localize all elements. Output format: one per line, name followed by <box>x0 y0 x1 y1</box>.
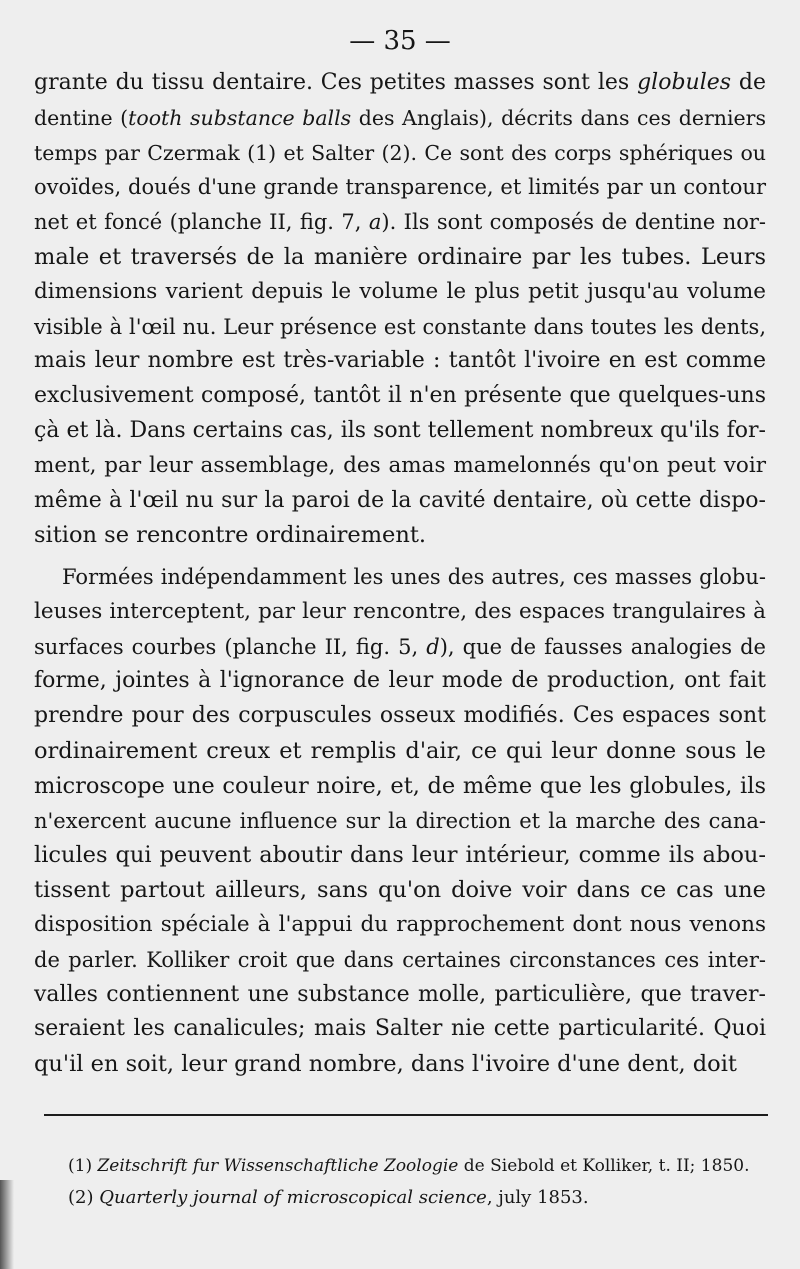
line-text: seraient les canalicules; mais Salter nie cette particularité. Quoi <box>34 1016 766 1042</box>
line-text: exclusivement composé, tantôt il n'en présente que quelques-uns <box>34 383 766 409</box>
text-line <box>34 1012 766 1047</box>
line-text: Formées indépendamment les unes des autres, ces masses globu- <box>62 565 766 589</box>
line-text: ment, par leur assemblage, des amas mamelonnés qu'on peut voir <box>34 452 766 478</box>
text-line <box>34 414 766 449</box>
line-text-continued: ), que de fausses analogies de <box>439 634 766 659</box>
page-number: — 35 — <box>349 26 451 56</box>
paragraph-2 <box>34 560 766 1082</box>
text-line <box>34 205 766 240</box>
footnote-2 <box>68 1182 768 1214</box>
footnote-1 <box>68 1150 768 1182</box>
line-text: tissent partout ailleurs, sans qu'on doive voir dans ce cas une <box>34 877 766 904</box>
italic-text: a <box>368 210 382 235</box>
text-line <box>34 1047 766 1082</box>
italic-text: globules <box>637 70 732 95</box>
line-text-continued: de <box>731 70 766 95</box>
text-line <box>34 560 766 595</box>
text-line <box>34 449 766 484</box>
text-line <box>34 379 766 414</box>
text-line <box>34 595 766 630</box>
line-text: visible à l'œil nu. Leur présence est constante dans toutes les dents, <box>34 314 766 339</box>
line-text-continued: des Anglais), décrits dans ces derniers <box>351 105 766 130</box>
line-text: forme, jointes à l'ignorance de leur mode de production, ont fait <box>34 668 766 694</box>
line-text: licules qui peuvent aboutir dans leur intérieur, comme ils abou- <box>34 842 766 869</box>
text-line <box>34 664 766 699</box>
line-text: même à l'œil nu sur la paroi de la cavité dentaire, où cette dispo- <box>34 487 766 513</box>
line-text: dimensions varient depuis le volume le plus petit jusqu'au volume <box>34 278 766 304</box>
page-edge-shadow <box>0 1180 14 1269</box>
line-text: mais leur nombre est très-variable : tantôt l'ivoire en est comme <box>34 348 766 374</box>
footnote-separator <box>44 1114 768 1116</box>
line-text-continued: ). Ils sont composés de dentine nor- <box>381 210 767 235</box>
text-line <box>34 873 766 908</box>
text-line <box>34 170 766 205</box>
text-line <box>34 240 766 275</box>
line-text: net et foncé (planche II, fig. 7, <box>34 210 369 235</box>
line-text: dentine ( <box>34 105 129 130</box>
text-line <box>34 908 766 943</box>
text-line <box>34 484 766 519</box>
text-line <box>34 101 766 136</box>
text-line <box>34 769 766 804</box>
line-text: qu'il en soit, leur grand nombre, dans l'ivoire d'une dent, doit <box>34 1051 737 1078</box>
line-text: prendre pour des corpuscules osseux modifiés. Ces espaces sont <box>34 703 766 729</box>
line-text: n'exercent aucune influence sur la direction et la marche des cana- <box>34 808 766 833</box>
italic-text: tooth substance balls <box>128 105 352 130</box>
text-line <box>34 943 766 978</box>
text-line <box>34 136 766 171</box>
footnotes <box>68 1150 768 1214</box>
text-line <box>34 275 766 310</box>
line-text: male et traversés de la manière ordinaire par les tubes. Leurs <box>34 243 766 270</box>
line-text: sition se rencontre ordinairement. <box>34 522 427 549</box>
line-text: grante du tissu dentaire. Ces petites masses sont les <box>34 70 638 95</box>
line-text: leuses interceptent, par leur rencontre, des espaces trangulaires à <box>34 598 766 624</box>
footnote-title: Quarterly journal of microscopical science <box>99 1187 487 1208</box>
footnote-marker: (2) <box>68 1187 100 1208</box>
line-text: temps par Czermak (1) et Salter (2). Ce sont des corps sphériques ou <box>34 140 766 165</box>
text-line <box>34 66 766 101</box>
line-text: çà et là. Dans certains cas, ils sont tellement nombreux qu'ils for- <box>34 417 766 443</box>
text-line <box>34 804 766 839</box>
line-text: disposition spéciale à l'appui du rapprochement dont nous venons <box>34 911 766 937</box>
text-line <box>34 630 766 665</box>
text-line <box>34 734 766 769</box>
text-line <box>34 699 766 734</box>
footnote-details: de Siebold et Kolliker, t. II; 1850. <box>458 1156 750 1176</box>
italic-text: d <box>426 634 440 659</box>
footnote-details: , july 1853. <box>486 1187 589 1208</box>
paragraph-1 <box>34 66 766 553</box>
line-text: valles contiennent une substance molle, particulière, que traver- <box>34 981 766 1007</box>
line-text: ovoïdes, doués d'une grande transparence, et limités par un contour <box>34 175 766 200</box>
text-line <box>34 978 766 1013</box>
line-text: surfaces courbes (planche II, fig. 5, <box>34 634 427 659</box>
line-text: microscope une couleur noire, et, de même que les globules, ils <box>34 772 766 799</box>
line-text: ordinairement creux et remplis d'air, ce qui leur donne sous le <box>34 737 766 764</box>
text-line <box>34 518 766 553</box>
line-text: de parler. Kolliker croit que dans certaines circonstances ces inter- <box>34 947 766 972</box>
footnote-title: Zeitschrift fur Wissenschaftliche Zoologie <box>97 1156 459 1176</box>
text-line <box>34 344 766 379</box>
footnote-marker: (1) <box>68 1156 98 1176</box>
text-line <box>34 310 766 345</box>
text-line <box>34 838 766 873</box>
